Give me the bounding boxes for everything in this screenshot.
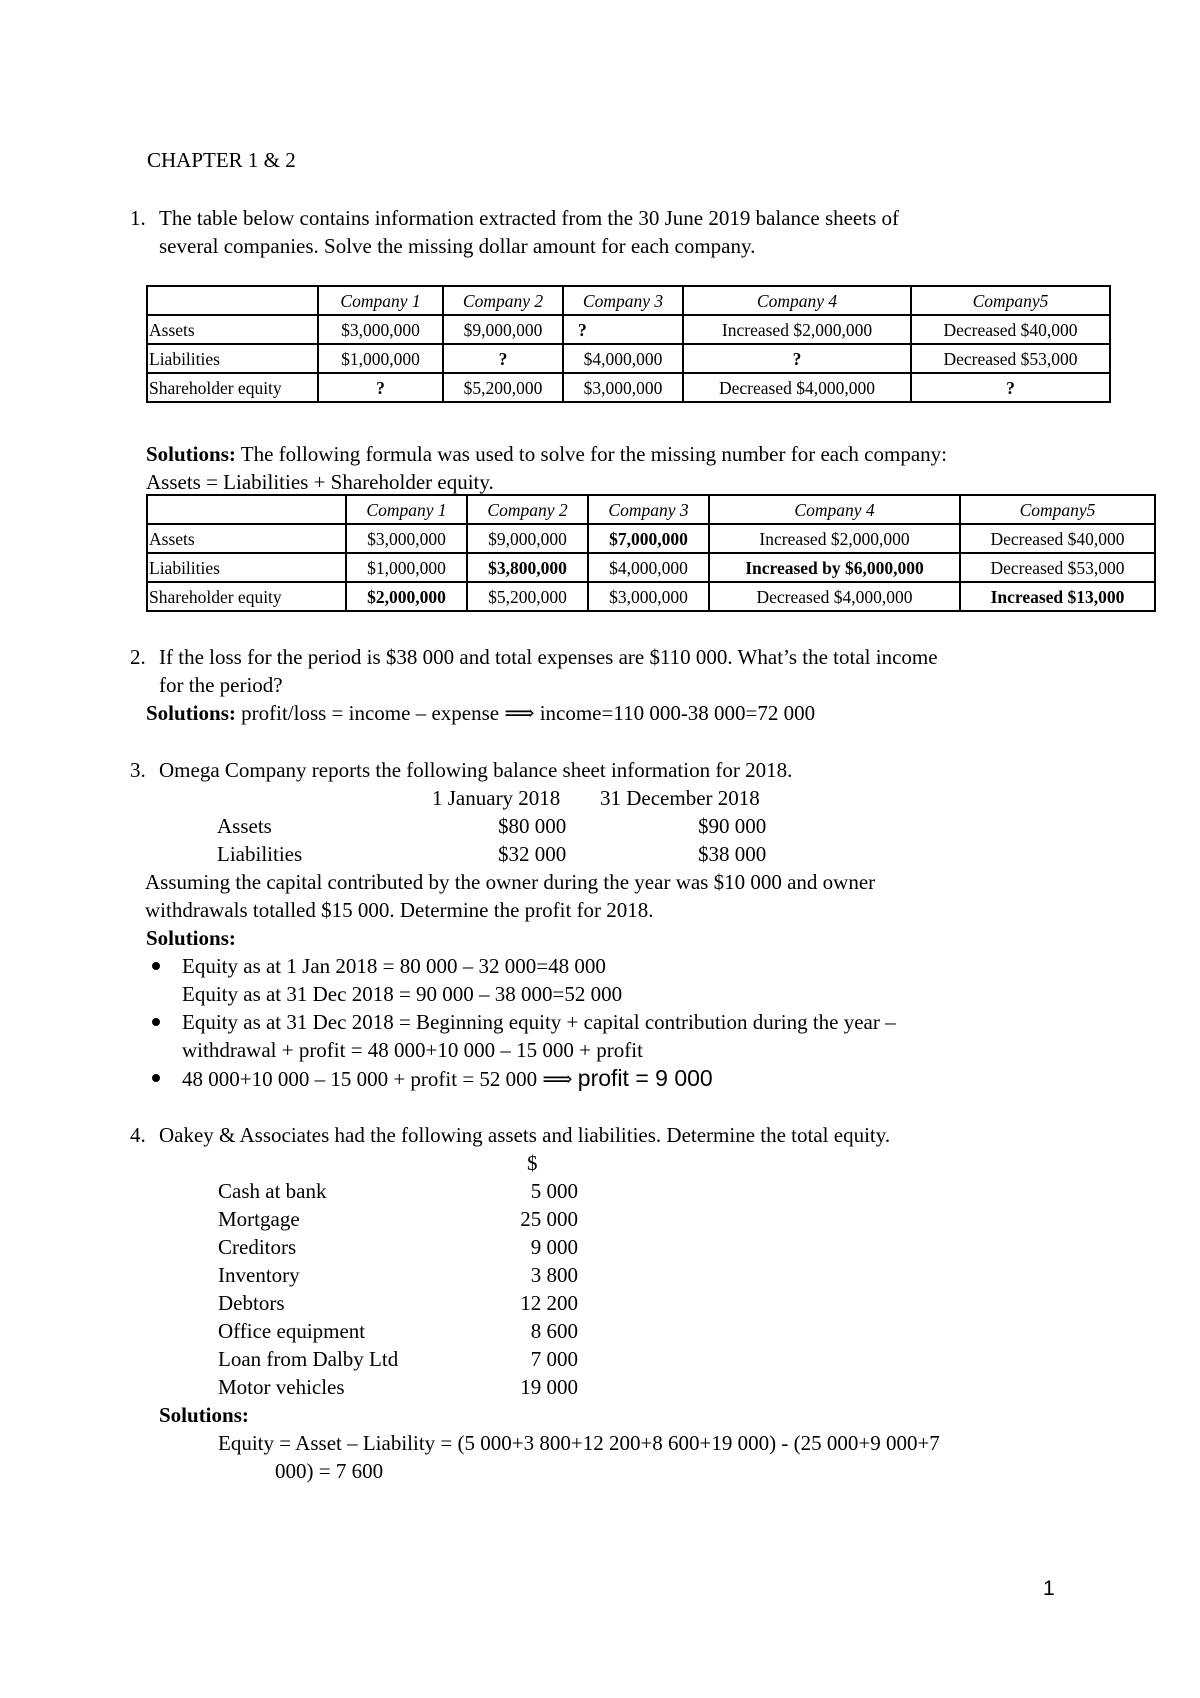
item-value: 3 800 — [530, 1263, 578, 1287]
table-row — [147, 582, 1155, 611]
solutions-label: Solutions: — [146, 701, 236, 725]
table-cell: $5,200,000 — [443, 373, 563, 402]
bullet-icon — [152, 1074, 160, 1082]
item-value: 25 000 — [520, 1207, 578, 1231]
item-label: Inventory — [218, 1263, 300, 1287]
item-value: 8 600 — [530, 1319, 578, 1343]
table-cell: Decreased $53,000 — [911, 344, 1110, 373]
item-value: 7 000 — [530, 1347, 578, 1371]
item-label: Creditors — [218, 1235, 297, 1259]
column-header: 1 January 2018 — [432, 786, 561, 810]
item-label: Cash at bank — [218, 1179, 327, 1203]
row-label: Assets — [147, 315, 318, 344]
solutions-label: Solutions: — [146, 926, 236, 950]
table-header-cell: Company5 — [911, 286, 1110, 315]
row-label: Liabilities — [147, 553, 346, 582]
solutions-label: Solutions: — [159, 1403, 249, 1427]
question-text: The table below contains information extracted from the 30 June 2019 balance sheets of — [159, 206, 900, 230]
table-cell: Increased $13,000 — [960, 582, 1155, 611]
table-cell: Decreased $40,000 — [911, 315, 1110, 344]
item-label: Loan from Dalby Ltd — [218, 1347, 399, 1371]
table-cell: $2,000,000 — [346, 582, 467, 611]
table-header-cell — [147, 495, 346, 524]
question-text: Oakey & Associates had the following assets and liabilities. Determine the total equity. — [159, 1123, 891, 1147]
solutions-text: The following formula was used to solve for the missing number for each company: — [235, 442, 947, 466]
table-cell: ? — [318, 373, 443, 402]
item-value: 5 000 — [530, 1179, 578, 1203]
table-cell: ? — [911, 373, 1110, 402]
table-cell: ? — [563, 315, 683, 344]
table-cell: $4,000,000 — [588, 553, 709, 582]
table-header-cell: Company 3 — [563, 286, 683, 315]
question-text: several companies. Solve the missing dollar amount for each company. — [159, 234, 756, 258]
table-row — [147, 553, 1155, 582]
table-cell: $3,000,000 — [318, 315, 443, 344]
question-4 — [130, 1121, 890, 1149]
row-label: Assets — [217, 814, 272, 838]
question-1 — [130, 204, 899, 260]
item-value: 9 000 — [530, 1235, 578, 1259]
table-cell: $3,000,000 — [588, 582, 709, 611]
table-cell: Decreased $40,000 — [960, 524, 1155, 553]
row-value: $38 000 — [698, 842, 767, 866]
table-row — [147, 315, 1110, 344]
solution-step — [182, 1064, 713, 1093]
row-label: Shareholder equity — [147, 582, 346, 611]
column-header: 31 December 2018 — [600, 786, 760, 810]
question-number: 4. — [130, 1123, 146, 1147]
solution-step: withdrawal + profit = 48 000+10 000 – 15 000 + profit — [182, 1038, 643, 1062]
table-cell: $3,000,000 — [346, 524, 467, 553]
row-value: $90 000 — [698, 814, 767, 838]
table-header-row — [147, 286, 1110, 315]
solution-step: Equity as at 1 Jan 2018 = 80 000 – 32 000=48 000 — [182, 954, 606, 978]
table-cell: $3,800,000 — [467, 553, 588, 582]
table-cell: Decreased $4,000,000 — [683, 373, 911, 402]
item-value: 19 000 — [520, 1375, 578, 1399]
balance-sheet-table — [146, 285, 1111, 403]
table-header-cell: Company 1 — [346, 495, 467, 524]
solution-step: Equity as at 31 Dec 2018 = 90 000 – 38 000=52 000 — [182, 982, 623, 1006]
table-cell: Increased by $6,000,000 — [709, 553, 960, 582]
row-label: Liabilities — [217, 842, 303, 866]
solution-step: Equity as at 31 Dec 2018 = Beginning equity + capital contribution during the year – — [182, 1010, 896, 1034]
table-cell: ? — [443, 344, 563, 373]
item-label: Motor vehicles — [218, 1375, 345, 1399]
row-value: $32 000 — [498, 842, 567, 866]
row-value: $80 000 — [498, 814, 567, 838]
question-text: Omega Company reports the following balance sheet information for 2018. — [159, 758, 793, 782]
page-number: 1 — [1043, 1577, 1055, 1600]
table-cell: $9,000,000 — [467, 524, 588, 553]
bullet-icon — [152, 962, 160, 970]
table-cell: ? — [683, 344, 911, 373]
table-header-cell: Company 3 — [588, 495, 709, 524]
item-label: Mortgage — [218, 1207, 300, 1231]
table-row — [147, 344, 1110, 373]
table-cell: $5,200,000 — [467, 582, 588, 611]
table-cell: $1,000,000 — [318, 344, 443, 373]
table-cell: $1,000,000 — [346, 553, 467, 582]
table-cell: Increased $2,000,000 — [709, 524, 960, 553]
question-text: If the loss for the period is $38 000 and total expenses are $110 000. What’s the total income — [159, 645, 938, 669]
question-number: 2. — [130, 645, 146, 669]
table-header-cell: Company5 — [960, 495, 1155, 524]
table-cell: $7,000,000 — [588, 524, 709, 553]
formula-text: Assets = Liabilities + Shareholder equity. — [146, 470, 494, 494]
table-header-cell: Company 2 — [467, 495, 588, 524]
question-3 — [130, 756, 792, 784]
chapter-heading: CHAPTER 1 & 2 — [147, 148, 296, 172]
table-header-row — [147, 495, 1155, 524]
table-cell: Decreased $53,000 — [960, 553, 1155, 582]
table-cell: $3,000,000 — [563, 373, 683, 402]
solutions-line — [146, 699, 815, 727]
table-cell: $9,000,000 — [443, 315, 563, 344]
row-label: Assets — [147, 524, 346, 553]
table-cell: Increased $2,000,000 — [683, 315, 911, 344]
solution-equation: Equity = Asset – Liability = (5 000+3 800+12 200+8 600+19 000) - (25 000+9 000+7 — [218, 1431, 940, 1455]
table-cell: $4,000,000 — [563, 344, 683, 373]
row-label: Liabilities — [147, 344, 318, 373]
item-label: Office equipment — [218, 1319, 366, 1343]
table-row — [147, 524, 1155, 553]
solutions-label: Solutions: — [146, 442, 236, 466]
table-row — [147, 373, 1110, 402]
table-header-cell: Company 4 — [683, 286, 911, 315]
item-value: 12 200 — [520, 1291, 578, 1315]
table-header-cell: Company 4 — [709, 495, 960, 524]
question-text: withdrawals totalled $15 000. Determine the profit for 2018. — [145, 898, 654, 922]
question-text: Assuming the capital contributed by the owner during the year was $10 000 and owner — [145, 870, 876, 894]
table-header-cell — [147, 286, 318, 315]
solutions-text: profit/loss = income – expense ⟹ income=110 000-38 000=72 000 — [235, 701, 816, 725]
table-header-cell: Company 1 — [318, 286, 443, 315]
question-number: 3. — [130, 758, 146, 782]
solutions-line — [146, 440, 947, 468]
table-cell: Decreased $4,000,000 — [709, 582, 960, 611]
solution-equation: 48 000+10 000 – 15 000 + profit = 52 000 ⟹ — [182, 1067, 578, 1091]
profit-result: profit = 9 000 — [577, 1065, 713, 1091]
currency-header: $ — [527, 1151, 538, 1175]
question-number: 1. — [130, 206, 146, 230]
bullet-icon — [152, 1018, 160, 1026]
solution-equation: 000) = 7 600 — [275, 1459, 384, 1483]
item-label: Debtors — [218, 1291, 285, 1315]
question-text: for the period? — [159, 673, 283, 697]
solution-table — [146, 494, 1156, 612]
question-2 — [130, 643, 938, 699]
table-header-cell: Company 2 — [443, 286, 563, 315]
row-label: Shareholder equity — [147, 373, 318, 402]
